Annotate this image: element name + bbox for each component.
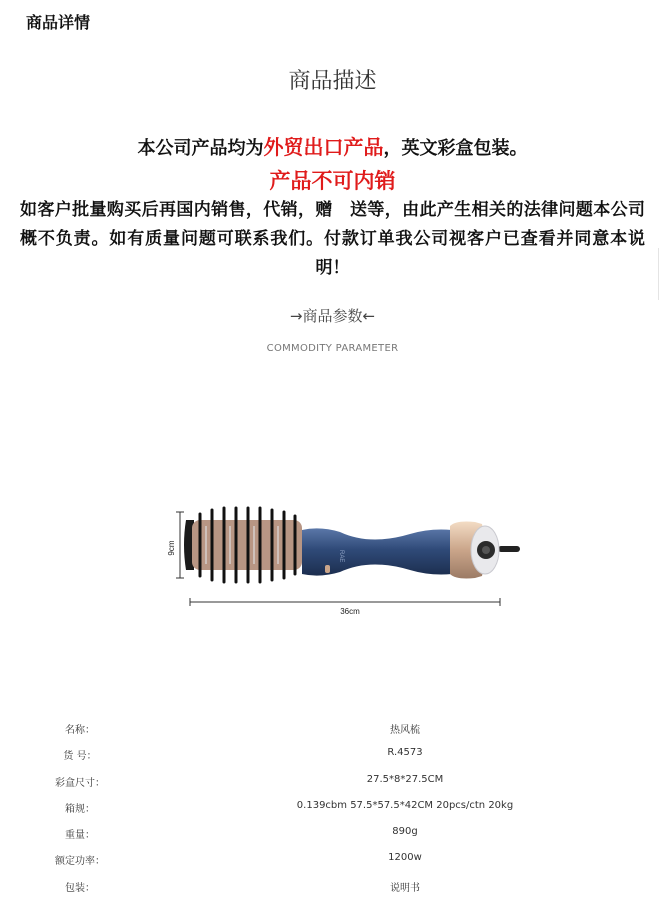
notice-block [20, 130, 645, 283]
brand-text: RAE [338, 550, 344, 563]
spec-row [0, 879, 665, 899]
spec-label: 包装： [65, 883, 95, 894]
spec-row [0, 826, 665, 846]
spec-value: 890g [392, 826, 418, 837]
spec-row [0, 800, 665, 820]
notice-part1: 本公司产品均为 [137, 138, 264, 159]
spec-label: 彩盒尺寸： [55, 778, 105, 789]
spec-value: 1200w [388, 852, 422, 863]
spec-label: 重量： [65, 830, 95, 841]
spec-row [0, 852, 665, 872]
notice-line-export [20, 130, 645, 166]
page-header-title: 商品详情 [26, 13, 91, 32]
spec-value: R.4573 [387, 747, 423, 758]
dryer-body [302, 528, 452, 575]
width-dimension [190, 598, 500, 616]
height-dimension [167, 512, 184, 578]
notice-highlight: 外贸出口产品 [263, 135, 384, 159]
brush-barrel [192, 508, 302, 582]
spec-row [0, 721, 665, 741]
cord [498, 546, 520, 552]
spec-value: 0.139cbm 57.5*57.5*42CM 20pcs/ctn 20kg [296, 800, 514, 811]
width-label: 36cm [340, 607, 360, 616]
spec-row [0, 747, 665, 767]
spec-value: 说明书 [390, 883, 420, 894]
notice-disclaimer: 如客户批量购买后再国内销售，代销，赠 送等，由此产生相关的法律问题本公司概不负责。如有质量问题可联系我们。付款订单我公司视客户已查看并同意本说明！ [20, 200, 645, 278]
power-button [325, 565, 330, 573]
description-title: 商品描述 [288, 69, 377, 94]
parameters-subtitle: COMMODITY PARAMETER [266, 343, 399, 354]
spec-label: 箱规： [65, 804, 95, 815]
spec-value: 热风梳 [390, 725, 420, 736]
spec-label: 货 号： [63, 751, 97, 762]
notice-not-for-domestic: 产品不可内销 [269, 169, 396, 193]
scroll-indicator [658, 248, 659, 300]
notice-part2: ，英文彩盒包装。 [383, 138, 528, 159]
height-label: 9cm [167, 540, 176, 556]
spec-value: 27.5*8*27.5CM [366, 774, 444, 785]
parameters-title: →商品参数← [289, 307, 376, 325]
spec-row [0, 774, 665, 794]
spec-label: 名称： [65, 725, 95, 736]
spec-label: 额定功率： [55, 856, 105, 867]
product-image [160, 490, 520, 620]
